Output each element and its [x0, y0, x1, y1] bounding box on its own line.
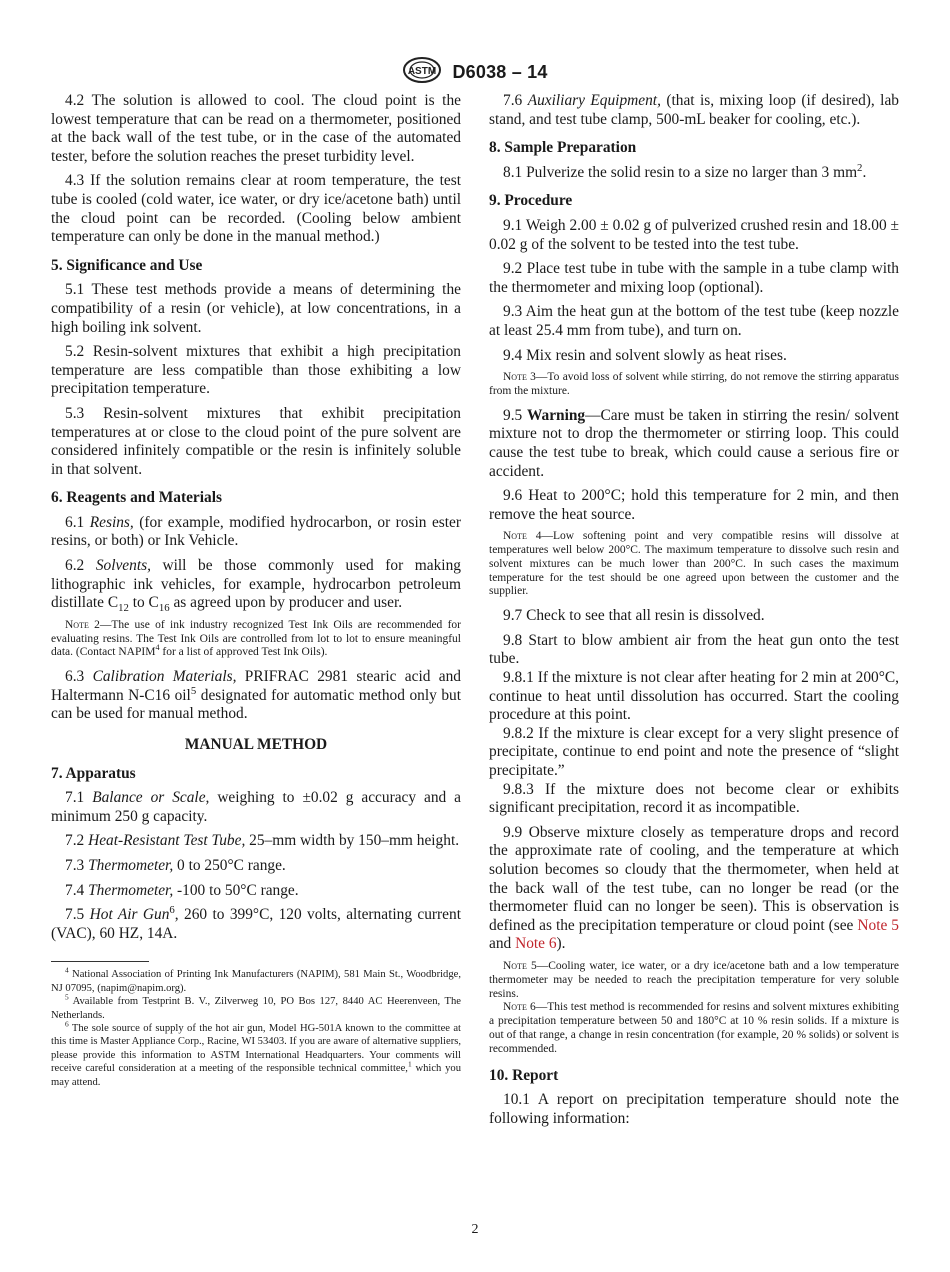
- footnote-5: $^5$ Available from Testprint B. V., Zilverweg 10, PO Bos 127, 8440 AC Heerenveen, The Netherlands.: [51, 992, 461, 1021]
- section-9-9: 9.9 Observe mixture closely as temperature drops and record the approximate rate of cooling, and the temperature at which solution becomes so cloudy that the thermometer, when held at the back wall of the test tube, can no longer be read (or the thermometer fluid can no longer be seen). This is observation is defined as the precipitation temperature or cloud point (see Note 5 and Note 6).: [489, 823, 899, 953]
- section-9-5: 9.5 Warning—Care must be taken in stirring the resin/ solvent mixture not to drop the thermometer or stirring loop. This could cause the test tube to break, which could cause a serious fire or accident.: [489, 406, 899, 480]
- standard-designation: D6038 – 14: [452, 62, 548, 82]
- section-8-1: 8.1 Pulverize the solid resin to a size no larger than 3 $mm^2$.: [503, 161, 867, 181]
- left-column: [51, 92, 461, 1089]
- section-7-2: 7.2 Heat-Resistant Test Tube, 25–mm width by 150–mm height.: [65, 832, 460, 850]
- heading-5: 5. Significance and Use: [51, 256, 203, 274]
- note-6: Note 6—This test method is recommended for resins and solvent mixtures exhibiting a precipitation temperature between 50 and 180°C at 10 % resin solids. If a mixture is out of that range, a change in resin concentration (for example, 20 % solids) or solvent is recommended.: [489, 1001, 899, 1055]
- note-4: Note 4—Low softening point and very compatible resins will dissolve at temperatures well below 200°C. The maximum temperature to dissolve such resin and solvent mixtures can be much lower than 200°C. In such cases the maximum temperature for the test should be one agreed upon between the customer and the supplier.: [489, 530, 899, 598]
- section-4-3: 4.3 If the solution remains clear at room temperature, the test tube is cooled (cold water, ice water, or dry ice/acetone bath) until the cloud point can be recorded. (Cooling below ambient temperature can only be done in the manual method.): [51, 172, 461, 246]
- section-9-3: 9.3 Aim the heat gun at the bottom of the test tube (keep nozzle at least 25.4 mm from tube), and turn on.: [489, 303, 899, 339]
- section-7-3: 7.3 Thermometer, 0 to 250°C range.: [65, 856, 286, 874]
- section-9-2: 9.2 Place test tube in tube with the sample in a tube clamp with the thermometer and mixing loop (optional).: [489, 260, 899, 296]
- section-9-8-1: 9.8.1 If the mixture is not clear after heating for 2 min at 200°C, continue to heat until dissolution has occurred. Start the cooling procedure at this point.: [489, 669, 899, 724]
- section-10-1: 10.1 A report on precipitation temperature should note the following information:: [489, 1091, 899, 1127]
- footnote-4: $^4$ National Association of Printing Ink Manufacturers (NAPIM), 581 Main St., Woodbridge, NJ 07095, (napim@napim.org).: [51, 965, 461, 994]
- heading-10: 10. Report: [489, 1066, 559, 1084]
- section-9-8-2: 9.8.2 If the mixture is clear except for a very slight presence of precipitate, continue to end point and note the presence of “slight precipitate.”: [489, 724, 899, 780]
- heading-9: 9. Procedure: [489, 192, 573, 210]
- section-6-3: 6.3 Calibration Materials, PRIFRAC 2981 stearic acid and Haltermann N-C16 oil$^5$ designated for automatic method only but can be used for manual method.: [51, 668, 461, 723]
- section-9-8-3: 9.8.3 If the mixture does not become clear or exhibits significant precipitation, record it as incompatible.: [489, 780, 899, 817]
- section-7-1: 7.1 Balance or Scale, weighing to ±0.02 g accuracy and a minimum 250 g capacity.: [51, 789, 462, 825]
- footnote-6: $^6$ The sole source of supply of the hot air gun, Model HG-501A known to the committee at this time is Master Appliance Corp., Racine, WI 53403. If you are aware of alternative suppliers, please provide this information to ASTM International Headquarters. Your comments will receive careful consideration at a meeting of the responsible technical committee,$^1$ which you may attend.: [51, 1019, 461, 1088]
- astm-logo-icon: [402, 56, 442, 89]
- section-9-1: 9.1 Weigh 2.00 ± 0.02 g of pulverized crushed resin and 18.00 ± 0.02 g of the solvent to be tested into the test tube.: [489, 216, 899, 253]
- heading-7: 7. Apparatus: [51, 764, 136, 782]
- page-number: 2: [471, 1222, 479, 1237]
- section-7-5: 7.5 Hot Air Gun$^6$, 260 to 399°C, 120 volts, alternating current (VAC), 60 HZ, 14A.: [51, 904, 461, 942]
- section-5-2: 5.2 Resin-solvent mixtures that exhibit a high precipitation temperature are less compatible than those exhibiting a low precipitation temperature.: [51, 343, 461, 398]
- note-5: Note 5—Cooling water, ice water, or a dry ice/acetone bath and a low temperature thermometer may be needed to reach the precipitation temperature for very soluble resins.: [489, 959, 899, 1000]
- note-2: Note 2—The use of ink industry recognized Test Ink Oils are recommended for evaluating resins. The Test Ink Oils are controlled from lot to lot to ensure meaningful data. (Contact NAPIM$^4$ for a list of approved Test Ink Oils).: [51, 618, 461, 659]
- heading-6: 6. Reagents and Materials: [51, 489, 222, 507]
- note-3: Note 3—To avoid loss of solvent while stirring, do not remove the stirring apparatus from the mixture.: [489, 371, 899, 397]
- section-6-2: 6.2 Solvents, will be those commonly used for making lithographic ink vehicles, for example, hydrocarbon petroleum distillate $C_{12}$ to $C_{16}$ as agreed upon by producer and user.: [51, 557, 461, 615]
- section-5-1: 5.1 These test methods provide a means of determining the compatibility of a resin (or vehicle), at low concentrations, in a high boiling ink solvent.: [51, 281, 461, 336]
- section-9-6: 9.6 Heat to 200°C; hold this temperature for 2 min, and then remove the heat source.: [489, 487, 899, 523]
- heading-8: 8. Sample Preparation: [489, 139, 637, 157]
- section-9-8: 9.8 Start to blow ambient air from the heat gun onto the test tube.: [489, 631, 899, 668]
- section-4-2: 4.2 The solution is allowed to cool. The cloud point is the lowest temperature that can be read on a thermometer, positioned at the back wall of the test tube, or in the case of the automated tester, before the solution reaches the preset turbidity level.: [51, 92, 461, 165]
- right-column: [489, 92, 899, 1134]
- footnote-divider: [51, 961, 149, 962]
- svg-text:ASTM: ASTM: [408, 66, 437, 77]
- section-7-6: 7.6 Auxiliary Equipment, (that is, mixing loop (if desired), lab stand, and test tube clamp, 500-mL beaker for cooling, etc.).: [489, 92, 899, 128]
- page-header: [0, 56, 950, 89]
- note-6-link[interactable]: Note 6: [515, 935, 557, 953]
- section-5-3: 5.3 Resin-solvent mixtures that exhibit precipitation temperatures at or close to the cloud point of the pure solvent are considered infinitely compatible or the resin is infinitely soluble in that solvent.: [51, 404, 461, 478]
- section-9-4: 9.4 Mix resin and solvent slowly as heat rises.: [503, 346, 787, 364]
- section-6-1: 6.1 Resins, (for example, modified hydrocarbon, or rosin ester resins, or both) or Ink Vehicle.: [51, 513, 461, 550]
- section-9-7: 9.7 Check to see that all resin is dissolved.: [503, 607, 765, 625]
- section-7-4: 7.4 Thermometer, -100 to 50°C range.: [65, 881, 299, 899]
- note-5-link[interactable]: Note 5: [857, 916, 899, 934]
- manual-method-heading: MANUAL METHOD: [184, 736, 328, 754]
